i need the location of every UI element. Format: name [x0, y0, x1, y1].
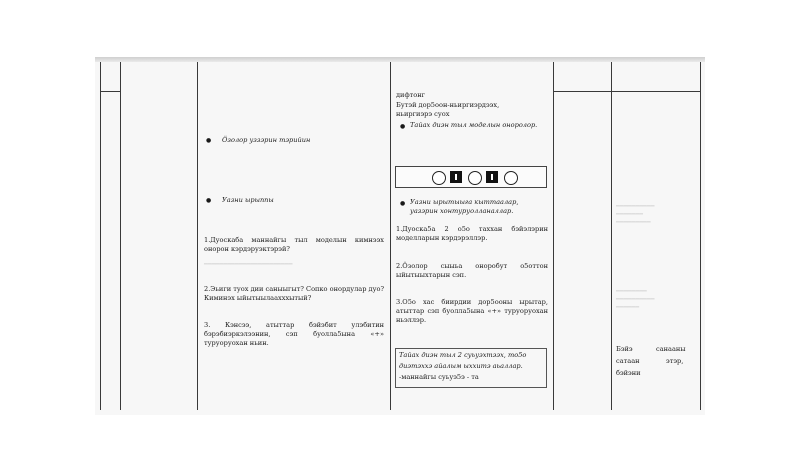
row-divider — [100, 91, 120, 92]
table-column-divider — [611, 62, 612, 410]
activity-bullet: Тайах диэн тыл моделын оноролор. — [410, 121, 538, 129]
outcome-word: Бэйэ — [616, 345, 633, 353]
table-column-divider — [553, 62, 554, 410]
note-line: Тайах диэн тыл 2 суьуэхтээх, то5о — [399, 351, 527, 359]
bullet-icon: ● — [400, 200, 406, 207]
row-divider — [553, 91, 700, 92]
vowel-circle-icon — [432, 171, 446, 185]
topic-bullet: Ӧзолор уззэрин тэрийин — [222, 136, 311, 144]
faint-bleedthrough: ▁▁▁▁▁▁▁▁▁▁ ▁▁▁▁▁▁▁ ▁▁▁▁▁▁▁▁▁ — [616, 201, 655, 223]
outcome-word: сатаан — [616, 357, 640, 365]
outcome-word: бэйэни — [616, 369, 641, 377]
bullet-icon: ● — [400, 123, 406, 130]
text-line: дифтонг — [396, 91, 426, 99]
activity-step-1: 1.Дуоска5а 2 о5о таххан бэйэлэрин моделларын кэрдэрэллэр. — [396, 225, 548, 242]
text-line: Бутэй дор5оон-ньиргиэрдээх, — [396, 101, 500, 109]
table-border-left — [100, 62, 101, 410]
activity-bullet: Уазни ырытыыга кыттаалар, уазэрин хонтуруолланаллар. — [410, 198, 519, 215]
table-column-divider — [197, 62, 198, 410]
note-line: диэтэххэ айалым ыххитэ аьаллар. — [399, 362, 523, 370]
outcome-word: санааны — [656, 345, 686, 353]
note-line: -маннайгы суьуэ5э - та — [399, 373, 479, 381]
question-1: 1.Дуоскаба маннайгы тыл моделын кимнээх онорон кэрдэруэктэрэй? — [204, 236, 384, 253]
text-line: ньиргиэрэ суох — [396, 110, 450, 118]
bullet-icon: ● — [206, 137, 212, 144]
bullet-icon: ● — [206, 197, 212, 204]
vowel-circle-icon — [468, 171, 482, 185]
activity-step-2: 2.Ӧзолор сыыьа оноробут о5оттон ыйытыыхтарын сэп. — [396, 262, 548, 279]
word-model-diagram — [395, 166, 547, 188]
activity-step-3: 3.О5о хас биирдии дор5ооны ырытар, атыттар сэп буолла5ына «+» туруоруохан ньэллэр. — [396, 298, 548, 324]
faint-bleedthrough: ▁▁▁▁▁▁▁▁▁▁▁▁▁▁▁▁▁▁▁▁▁▁▁ — [204, 259, 293, 265]
question-3: 3. Кэнсээ, атыттар бэйэбит улэбитин бэрэбиэркэлээнин, сэп буолла5ына «+» туруоруохан ньин. — [204, 321, 384, 347]
table-column-divider — [390, 62, 391, 410]
table-column-divider — [120, 62, 121, 410]
vowel-circle-icon — [504, 171, 518, 185]
consonant-square-icon — [486, 171, 498, 183]
scan-top-edge — [95, 57, 705, 62]
topic-bullet: Уазни ырыппы — [222, 196, 274, 204]
outcome-word: этэр, — [666, 357, 684, 365]
faint-bleedthrough: ▁▁▁▁▁▁▁▁ ▁▁▁▁▁▁▁▁▁▁ ▁▁▁▁▁▁ — [616, 286, 655, 308]
question-2: 2.Эьиги туох дии саныыгыт? Сопко онордулар дуо? Киминэх ыйытыылаахххытый? — [204, 285, 384, 302]
table-border-right — [700, 62, 701, 410]
consonant-square-icon — [450, 171, 462, 183]
